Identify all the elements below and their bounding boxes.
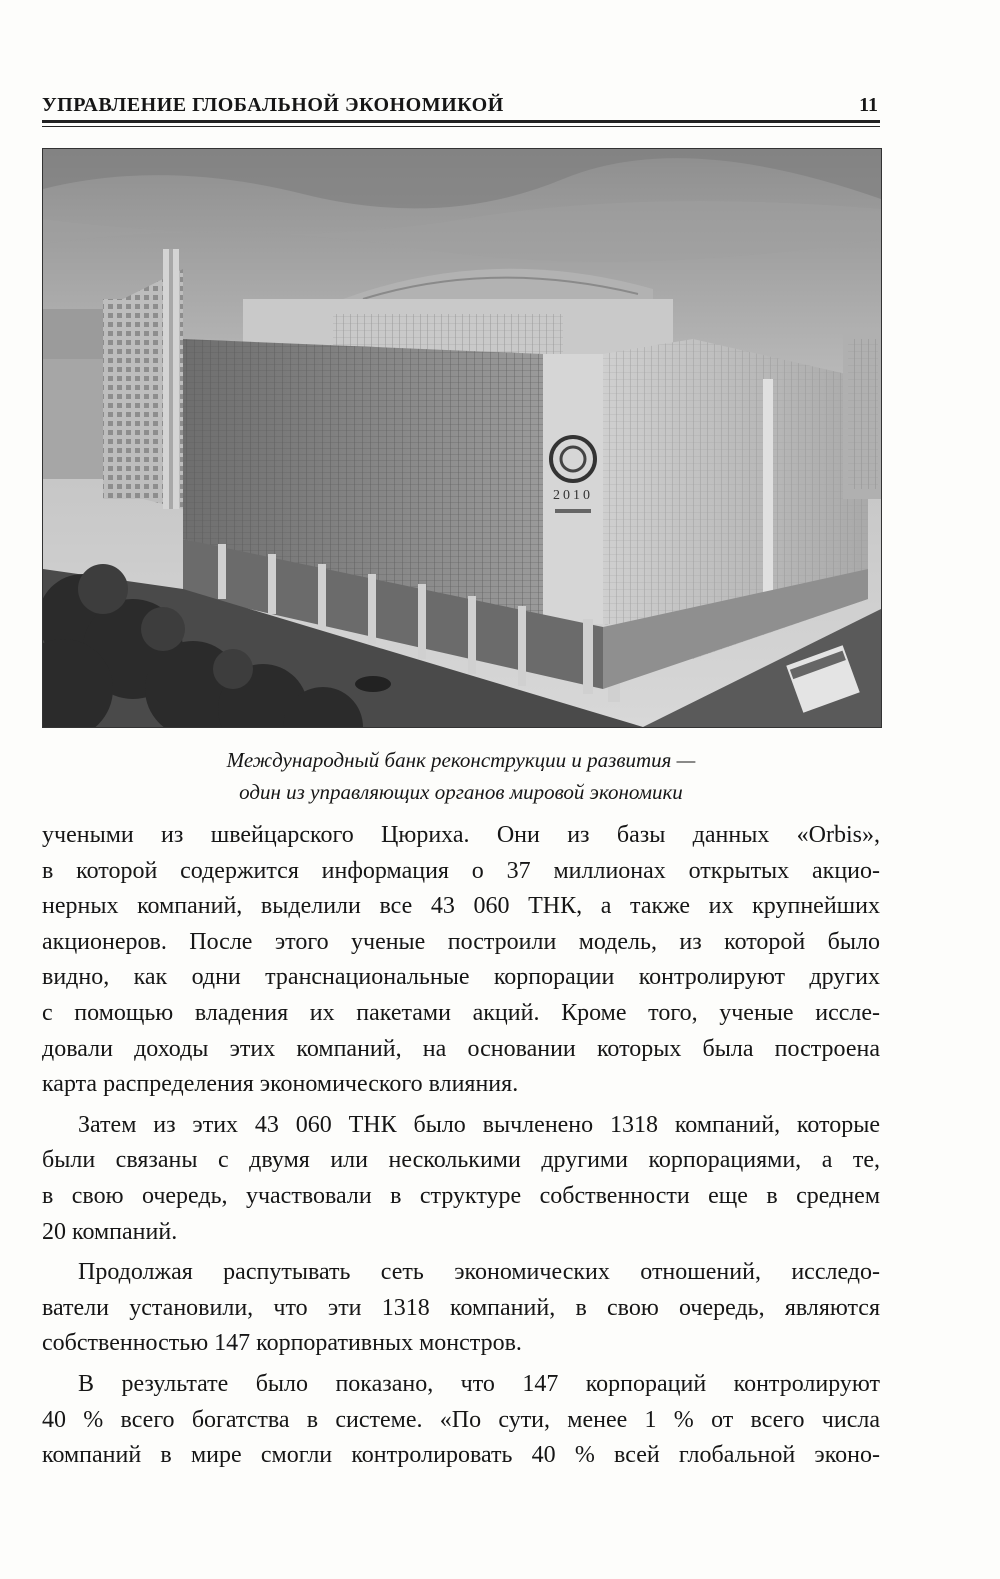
text-line: с помощью владения их пакетами акций. Кроме того, ученые иссле-: [42, 999, 880, 1026]
text-line: компаний в мире смогли контролировать 40 % всей глобальной эконо-: [42, 1442, 880, 1469]
text-line: видно, как одни транснациональные корпорации контролируют других: [42, 964, 880, 991]
text-line: собственностью 147 корпоративных монстров.: [42, 1330, 522, 1357]
text-line: 40 % всего богатства в системе. «По сути, менее 1 % от всего числа: [42, 1406, 880, 1433]
figure-caption: [42, 744, 880, 808]
text-line: были связаны с двумя или несколькими другими корпорациями, а те,: [42, 1147, 880, 1174]
text-line: Продолжая распутывать сеть экономических отношений, исследо-: [78, 1259, 880, 1286]
paragraph: [42, 1255, 880, 1362]
paragraph: [42, 818, 880, 1103]
building-photo: [42, 148, 882, 728]
caption-line: Международный банк реконструкции и развития —: [226, 748, 696, 772]
text-line: акционеров. После этого ученые построили модель, из которой было: [42, 928, 880, 955]
header-rule-thin: [42, 126, 880, 127]
text-line: В результате было показано, что 147 корпораций контролируют: [78, 1370, 880, 1397]
header-rule-thick: [42, 120, 880, 123]
body-text: [42, 818, 880, 1474]
text-line: карта распределения экономического влияния.: [42, 1071, 519, 1098]
banner-year-text: 2010: [553, 488, 593, 503]
caption-line: один из управляющих органов мировой экономики: [239, 780, 683, 804]
paragraph: [42, 1108, 880, 1250]
running-title: УПРАВЛЕНИЕ ГЛОБАЛЬНОЙ ЭКОНОМИКОЙ: [42, 94, 504, 116]
text-line: 20 компаний.: [42, 1218, 178, 1245]
text-line: ватели установили, что эти 1318 компаний, в свою очередь, являются: [42, 1294, 880, 1321]
text-line: в которой содержится информация о 37 миллионах открытых акцио-: [42, 857, 880, 884]
text-line: учеными из швейцарского Цюриха. Они из базы данных «Orbis»,: [42, 822, 880, 848]
text-line: нерных компаний, выделили все 43 060 ТНК, а также их крупнейших: [42, 893, 880, 920]
page-number: 11: [859, 94, 878, 116]
text-line: в свою очередь, участвовали в структуре собственности еще в среднем: [42, 1182, 880, 1209]
running-header: [42, 92, 880, 120]
text-line: довали доходы этих компаний, на основании которых была построена: [42, 1035, 880, 1062]
paragraph: [42, 1367, 880, 1474]
text-line: Затем из этих 43 060 ТНК было вычленено 1318 компаний, которые: [78, 1111, 880, 1138]
